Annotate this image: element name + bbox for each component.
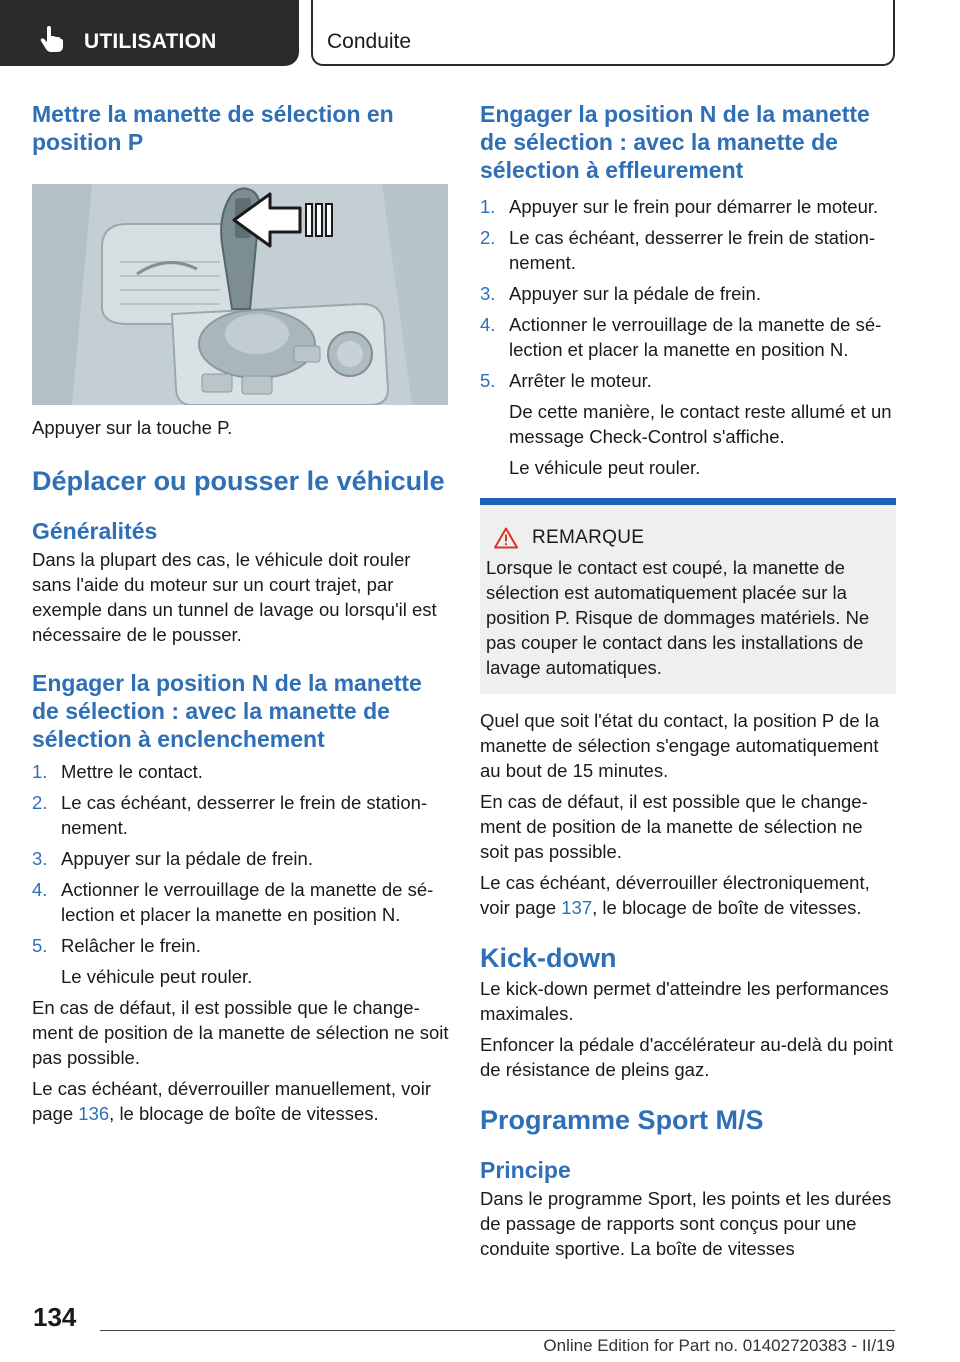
fault-paragraph: En cas de défaut, il est possible que le changement de position de la manette de sélection ne soit pas possible.: [32, 997, 449, 1068]
list-item: 4. Actionner le verrouillage de la manette de sélection et placer la manette en position N.: [32, 879, 434, 925]
figure-caption: Appuyer sur la touche P.: [32, 417, 233, 438]
list-item: 5. Arrêter le moteur.: [480, 370, 652, 391]
heading-kickdown: Kick-down: [480, 943, 617, 973]
list-item: 3. Appuyer sur la pédale de frein.: [480, 283, 761, 304]
notice-text: Lorsque le contact est coupé, la manette de sélection est automatiquement placée sur la position P. Risque de dommages matériels. Ne pas couper le contact dans les installations de lavage automatiques.: [486, 557, 870, 678]
section-title: UTILISATION: [84, 30, 217, 53]
chapter-title: Conduite: [327, 30, 412, 53]
kickdown-paragraph-1: Le kick-down permet d'atteindre les performances maximales.: [480, 978, 889, 1024]
notice-title: REMARQUE: [532, 527, 645, 548]
heading-sport-program: Programme Sport M/S: [480, 1105, 764, 1135]
step5-continuation: Le véhicule peut rouler.: [61, 966, 253, 987]
list-item: 2. Le cas échéant, desserrer le frein de stationnement.: [32, 792, 428, 838]
gear-selector-illustration: [32, 184, 448, 405]
general-paragraph: Dans la plupart des cas, le véhicule doit rouler sans l'aide du moteur sur un court trajet, par exemple dans un tunnel de lavage ou lorsqu'il est nécessaire de le pousser.: [32, 549, 437, 645]
list-item: 3. Appuyer sur la pédale de frein.: [32, 848, 313, 869]
list-item: 4. Actionner le verrouillage de la manette de sélection et placer la manette en position N.: [480, 314, 882, 360]
warning-triangle-icon: [494, 527, 518, 549]
heading-engage-n-detent: Engager la position N de la manette de sélection : avec la manette de sélection à enclenchement: [32, 670, 422, 752]
heading-general: Généralités: [32, 518, 158, 544]
right-column: [480, 100, 896, 1261]
kickdown-paragraph-2: Enfoncer la pédale d'accélérateur au-delà du point de résistance de pleins gaz.: [480, 1034, 893, 1080]
step5-continuation-1: De cette manière, le contact reste allumé et un message Check-Control s'affiche.: [509, 401, 892, 447]
heading-engage-n-touch: Engager la position N de la manette de sélection : avec la manette de sélection à effleurement: [480, 101, 870, 183]
gear-selector-figure: [32, 184, 448, 405]
notice-box: [480, 498, 896, 694]
unlock-paragraph: Le cas échéant, déverrouiller électroniquement, voir page 137, le blocage de boîte de vitesses.: [480, 872, 870, 918]
list-item: 1. Appuyer sur le frein pour démarrer le moteur.: [480, 196, 879, 217]
page-number: 134: [33, 1302, 77, 1332]
left-column: [32, 100, 450, 1126]
heading-principle: Principe: [480, 1157, 571, 1183]
page-link-136[interactable]: 136: [78, 1103, 110, 1124]
header-section-tab: [0, 0, 299, 66]
auto-p-paragraph: Quel que soit l'état du contact, la position P de la manette de sélection s'engage automatiquement au bout de 15 minutes.: [480, 710, 880, 781]
list-item: 5. Relâcher le frein.: [32, 935, 201, 956]
footer-divider: [100, 1330, 895, 1331]
fault-paragraph: En cas de défaut, il est possible que le changement de position de la manette de sélection ne soit pas possible.: [480, 791, 868, 862]
header-chapter-tab: [311, 0, 895, 66]
footer-edition: Online Edition for Part no. 01402720383 - II/19: [543, 1336, 895, 1355]
page-link-137[interactable]: 137: [561, 897, 593, 918]
unlock-paragraph: Le cas échéant, déverrouiller manuellement, voir page 136, le blocage de boîte de vitesses.: [32, 1078, 431, 1124]
steps-list-detent: [32, 759, 450, 958]
heading-move-vehicle: Déplacer ou pousser le véhicule: [32, 466, 445, 496]
heading-parking-position: Mettre la manette de sélection en position P: [32, 101, 394, 155]
notice-header: [486, 527, 888, 549]
list-item: 1. Mettre le contact.: [32, 761, 203, 782]
steps-list-touch: [480, 194, 896, 393]
list-item: 2. Le cas échéant, desserrer le frein de stationnement.: [480, 227, 876, 273]
hand-pointer-icon: [40, 26, 64, 52]
principle-paragraph: Dans le programme Sport, les points et les durées de passage de rapports sont conçus pour une conduite sportive. La boîte de vitesses: [480, 1188, 892, 1259]
step5-continuation-2: Le véhicule peut rouler.: [509, 457, 701, 478]
